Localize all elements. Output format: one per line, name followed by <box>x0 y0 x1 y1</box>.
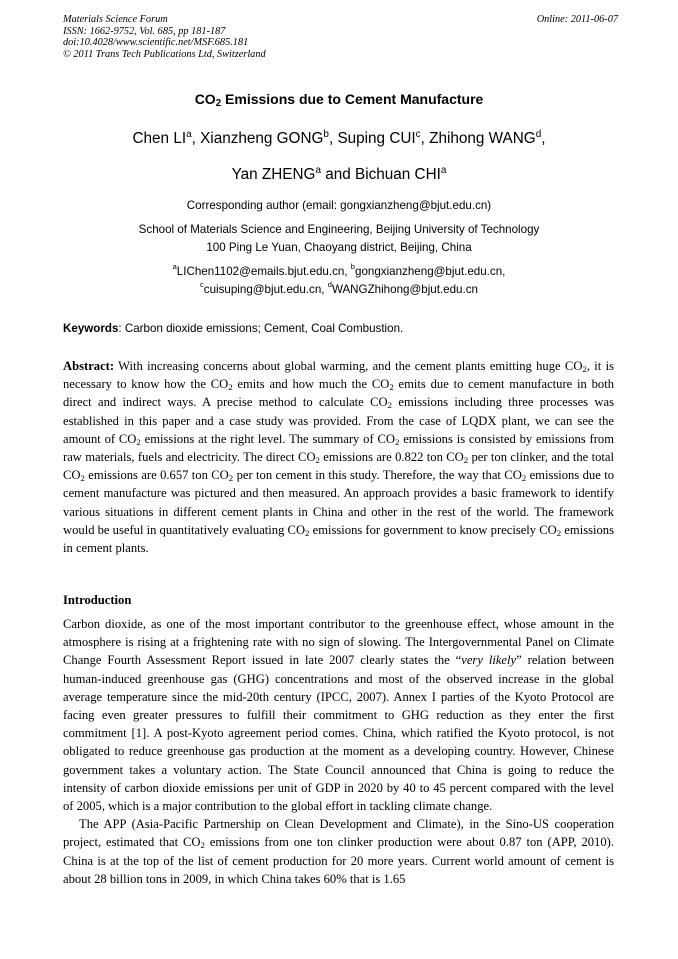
keywords-text: : Carbon dioxide emissions; Cement, Coal Combustion. <box>118 322 404 335</box>
subscript: 2 <box>521 473 527 484</box>
subscript: 2 <box>228 382 233 393</box>
intro-text: Carbon dioxide, as one of the most important contributor to the greenhouse effect, whose amount in the atmosphere is rising at a frightening rate with no sign of slowing. The Intergovernmental Panel on Climate Change Fourth Assessment Report issued in late 2007 clearly states the “ <box>63 617 614 668</box>
subscript: 2 <box>394 436 400 447</box>
affiliation-line-1: School of Materials Science and Engineering, Beijing University of Technology <box>138 223 540 236</box>
email-separator: , <box>344 265 351 278</box>
abstract-text: emissions in cement plants. <box>63 522 614 556</box>
title-text: CO <box>194 91 216 107</box>
abstract-text: emissions due to cement manufacture was pictured and then measured. An approach provides a basic framework to identify various situations in different cement plants in China and other in the rest of the world. The framework would be useful in quantitatively evaluating CO <box>63 468 614 537</box>
journal-name: Materials Science Forum <box>63 14 168 25</box>
online-date: Online: 2011-06-07 <box>536 14 618 25</box>
email-line-2 <box>0 280 678 296</box>
subscript: 2 <box>387 400 393 411</box>
corresponding-author: Corresponding author (email: gongxianzheng@bjut.edu.cn) <box>186 199 492 212</box>
email-address: cuisuping@bjut.edu.cn <box>203 283 322 296</box>
paper-title <box>0 91 678 107</box>
subscript: 2 <box>582 364 587 374</box>
doi-line: doi:10.4028/www.scientific.net/MSF.685.181 <box>63 37 249 49</box>
intro-paragraph-2 <box>63 815 614 888</box>
subscript: 2 <box>228 473 234 484</box>
author-separator: , <box>328 130 338 147</box>
abstract <box>63 357 614 557</box>
abstract-text: emissions at the right level. The summary of CO <box>140 431 395 446</box>
subscript: 2 <box>389 382 394 393</box>
title-text: Emissions due to Cement Manufacture <box>221 91 484 107</box>
keywords-label: Keywords <box>63 322 119 335</box>
author-mark: a <box>315 165 321 176</box>
abstract-text: emissions are 0.822 ton CO <box>319 450 464 465</box>
author-mark: a <box>440 165 447 176</box>
abstract-text: emissions is consisted by emissions from raw materials, fuels and electricity. The direct CO <box>63 431 614 465</box>
author-name: Zhihong WANG <box>429 130 536 147</box>
email-mark: d <box>327 280 332 289</box>
subscript: 2 <box>556 527 562 538</box>
email-separator: , <box>502 265 506 278</box>
author-name: Bichuan CHI <box>355 166 441 183</box>
author-line-1 <box>0 130 678 148</box>
email-line-1 <box>0 262 678 278</box>
abstract-label: Abstract: <box>63 359 115 373</box>
abstract-paragraph <box>63 357 614 557</box>
author-mark: d <box>535 129 542 140</box>
email-address: gongxianzheng@bjut.edu.cn <box>355 265 503 278</box>
subscript: 2 <box>463 455 469 466</box>
author-name: Yan ZHENG <box>231 166 316 183</box>
intro-text: ” relation between human-induced greenhouse gas (GHG) concentrations and most of the observed increase in the global average temperature since the mid-20th century (IPCC, 2007). Annex I parties of the Kyoto Protocol are facing even greater pressures to fulfill their commitment to GHG reduction as they enter the first commitment [1]. A post-Kyoto agreement period comes. China, which ratified the Kyoto protocol, is not obligated to reduce greenhouse gas production at the moment as a developing country. However, Chinese government takes a voluntary action. The State Council announced that China is going to reduce the intensity of carbon dioxide emissions per unit of GDP in 2020 by 40 to 45 percent compared with the level of 2005, which is a major contribution to the global effort in tackling climate change. <box>63 653 614 814</box>
introduction-body <box>63 615 614 888</box>
subscript: 2 <box>80 473 85 484</box>
section-heading-introduction: Introduction <box>63 593 132 607</box>
intro-text: emissions from one ton clinker production were about 0.87 ton (APP, 2010). China is at the top of the list of cement production for 20 more years. Current world amount of cement is about 28 billion tons in 2009, in which China takes 60% that is 1.65 <box>63 835 614 886</box>
author-name: Suping CUI <box>337 130 416 147</box>
author-mark: a <box>186 129 192 140</box>
email-mark: b <box>350 262 355 271</box>
intro-text: The APP (Asia-Pacific Partnership on Clean Development and Climate), in the Sino-US cooperation project, estimated that CO <box>63 817 614 850</box>
keywords <box>63 322 618 335</box>
author-name: Chen LI <box>132 130 187 147</box>
subscript: 2 <box>136 436 141 447</box>
author-separator: , <box>420 130 430 147</box>
abstract-text: With increasing concerns about global warming, and the cement plants emitting huge CO <box>114 359 583 373</box>
intro-emphasis: very likely <box>461 653 517 668</box>
abstract-text: emissions including three processes was established in this paper and a case study was provided. From the case of LQDX plant, we can see the amount of CO <box>63 395 614 446</box>
author-name: Xianzheng GONG <box>200 130 324 147</box>
author-separator: , <box>191 130 201 147</box>
author-separator: , <box>541 130 546 147</box>
author-separator: and <box>320 166 356 183</box>
abstract-text: emissions are 0.657 ton CO <box>84 468 229 483</box>
abstract-text: emits and how much the CO <box>232 377 390 392</box>
email-separator: , <box>321 283 328 296</box>
copyright-line: © 2011 Trans Tech Publications Ltd, Switzerland <box>63 48 266 60</box>
author-mark: c <box>415 129 421 140</box>
author-mark: b <box>323 129 329 140</box>
abstract-text: , it is necessary to know how the CO <box>63 359 614 392</box>
issn-line: ISSN: 1662-9752, Vol. 685, pp 181-187 <box>63 25 226 37</box>
intro-paragraph-1 <box>63 615 614 815</box>
subscript: 2 <box>305 527 310 538</box>
subscript: 2 <box>315 455 320 466</box>
abstract-text: per ton cement in this study. Therefore, the way that CO <box>233 468 522 483</box>
abstract-text: emissions for government to know precisely CO <box>309 522 557 537</box>
email-address: LIChen1102@emails.bjut.edu.cn <box>176 265 345 278</box>
email-mark: c <box>200 280 204 289</box>
email-mark: a <box>172 262 177 271</box>
affiliation-line-2: 100 Ping Le Yuan, Chaoyang district, Beijing, China <box>206 241 472 254</box>
abstract-text: per ton clinker, and the total CO <box>63 450 615 483</box>
author-line-2 <box>0 166 678 184</box>
journal-header <box>63 14 618 60</box>
title-subscript: 2 <box>215 98 222 109</box>
abstract-text: emits due to cement manufacture in both direct and indirect ways. A precise method to calculate CO <box>63 377 614 410</box>
subscript: 2 <box>200 840 205 851</box>
email-address: WANGZhihong@bjut.edu.cn <box>331 283 478 296</box>
